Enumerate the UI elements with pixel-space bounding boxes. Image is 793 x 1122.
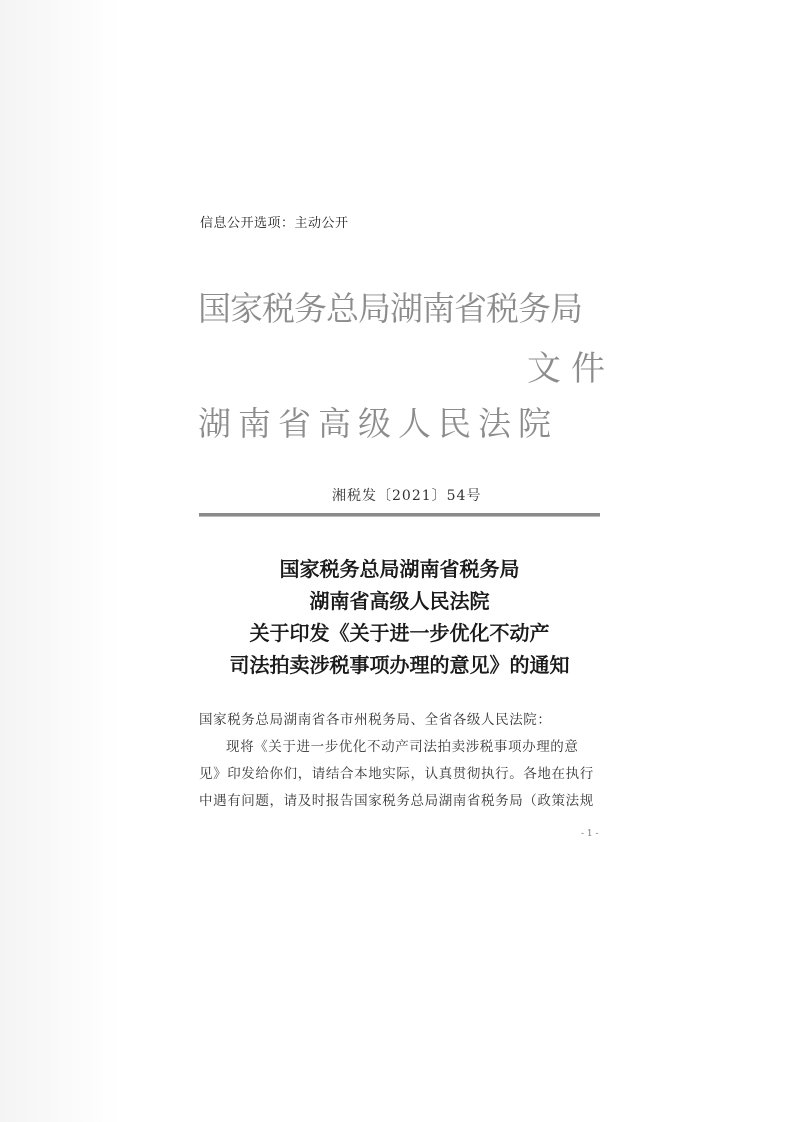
body-line: 中遇有问题，请及时报告国家税务总局湖南省税务局（政策法规 bbox=[199, 793, 594, 809]
title-line: 国家税务总局湖南省税务局 bbox=[279, 557, 520, 581]
issuer-high-court: 湖南省高级人民法院 bbox=[198, 404, 558, 443]
issuer-tax-bureau: 国家税务总局湖南省税务局 bbox=[198, 289, 582, 328]
header-divider bbox=[199, 513, 600, 517]
disclosure-option: 信息公开选项：主动公开 bbox=[200, 216, 349, 231]
document-title bbox=[199, 553, 600, 681]
title-line: 司法拍卖涉税事项办理的意见》的通知 bbox=[229, 653, 570, 677]
document-label: 文件 bbox=[527, 349, 615, 389]
title-line: 湖南省高级人民法院 bbox=[309, 589, 490, 613]
body-paragraph bbox=[199, 734, 601, 815]
addressee: 国家税务总局湖南省各市州税务局、全省各级人民法院： bbox=[199, 712, 552, 728]
document-number: 湘税发〔2021〕54号 bbox=[332, 488, 482, 504]
body-line: 见》印发给你们，请结合本地实际，认真贯彻执行。各地在执行 bbox=[199, 766, 594, 782]
title-line: 关于印发《关于进一步优化不动产 bbox=[249, 621, 550, 645]
page-number: - 1 - bbox=[581, 829, 599, 839]
body-line: 现将《关于进一步优化不动产司法拍卖涉税事项办理的意 bbox=[226, 739, 579, 755]
scan-shadow bbox=[0, 0, 120, 1122]
